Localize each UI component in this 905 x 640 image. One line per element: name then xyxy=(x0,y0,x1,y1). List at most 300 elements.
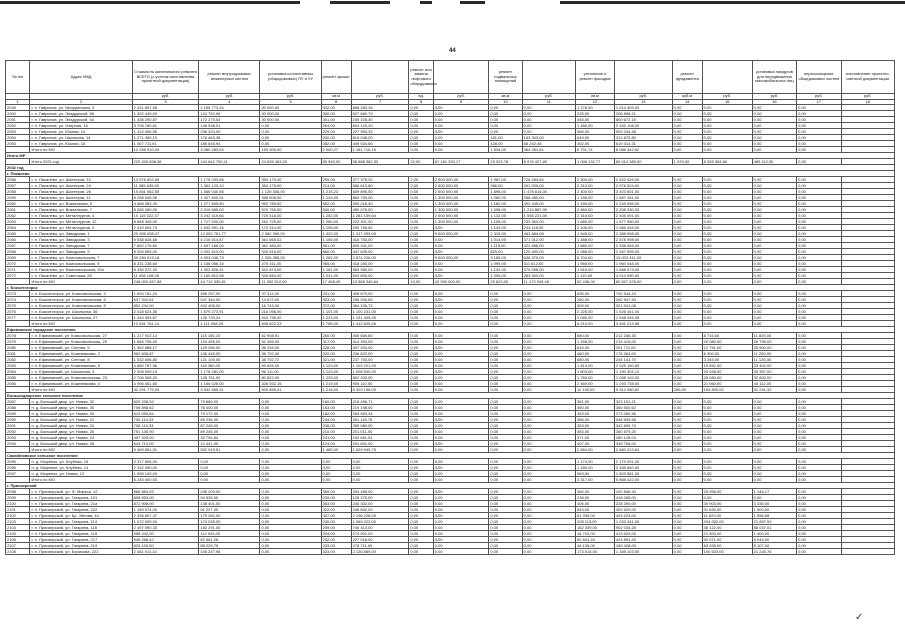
value-cell: 3 345,00 xyxy=(702,357,752,363)
value-cell: 562,00 xyxy=(321,201,351,207)
value-cell: 291 601,00 xyxy=(351,441,409,447)
value-cell: 244 141,70 xyxy=(614,357,672,363)
value-cell: 228,00 xyxy=(321,345,351,351)
value-cell: 1 014 409,00 xyxy=(614,105,672,111)
value-cell: 283 300,00 xyxy=(522,273,575,279)
value-cell: 1 966 446,00 xyxy=(614,225,672,231)
value-cell: 0,00 xyxy=(522,309,575,315)
value-cell: 379 058,00 xyxy=(522,267,575,273)
value-cell: 0,00 xyxy=(672,225,702,231)
row-number-cell: 2075 xyxy=(6,303,30,309)
value-cell: 0,00 xyxy=(409,303,433,309)
value-cell: 1 603,00 xyxy=(576,369,615,375)
value-cell: 4 903 046,73 xyxy=(199,255,260,261)
value-cell: 2 332 090,00 xyxy=(132,465,199,471)
value-cell: 231,00 xyxy=(321,291,351,297)
value-cell: 0,00 xyxy=(260,537,321,543)
value-cell: 946 268,42 xyxy=(132,537,199,543)
value-cell: 1 480,00 xyxy=(321,447,351,453)
value-cell: 0,00 xyxy=(797,429,841,435)
value-cell: 21 060,00 xyxy=(702,381,752,387)
value-cell: 0,00 xyxy=(260,507,321,513)
value-cell: 0,00 xyxy=(672,309,702,315)
value-cell: 237 753,00 xyxy=(351,357,409,363)
value-cell: 0,00 xyxy=(752,195,796,201)
value-cell: 0,00 xyxy=(797,177,841,183)
value-cell: 30 000,00 xyxy=(260,111,321,117)
value-cell: 0,00 xyxy=(489,543,522,549)
value-cell: 0,00 xyxy=(433,471,489,477)
value-cell: 0,00 xyxy=(489,441,522,447)
value-cell: 424 891,20 xyxy=(614,537,672,543)
row-number-cell: 2079 xyxy=(6,339,30,345)
value-cell: 0,00 xyxy=(752,189,796,195)
value-cell: 0,00 xyxy=(672,501,702,507)
value-cell: 0,00 xyxy=(672,117,702,123)
value-cell: 0,00 xyxy=(409,507,433,513)
value-cell: 0,00 xyxy=(752,411,796,417)
value-cell: 0,00 xyxy=(752,117,796,123)
value-cell: 0,00 xyxy=(409,219,433,225)
value-cell: 24 605 463,20 xyxy=(260,159,321,165)
value-cell: 0,00 xyxy=(752,111,796,117)
value-cell: 872 908,00 xyxy=(132,501,199,507)
value-cell: 1 166 026,00 xyxy=(199,381,260,387)
value-cell: 0,00 xyxy=(433,387,489,393)
value-cell: 215 415,00 xyxy=(614,339,672,345)
value-cell: 0,00 xyxy=(797,297,841,303)
row-number-cell: 2070 xyxy=(6,261,30,267)
value-cell: 437 203,00 xyxy=(351,345,409,351)
value-cell: 361 383,00 xyxy=(260,243,321,249)
value-cell: 0,00 xyxy=(702,315,752,321)
value-cell: 246 832,00 xyxy=(351,507,409,513)
value-cell: 0,00 xyxy=(702,267,752,273)
value-cell: 58 888 382,33 xyxy=(351,159,409,165)
value-cell: 0,00 xyxy=(797,111,841,117)
value-cell: 0,00 xyxy=(797,531,841,537)
value-cell: 751 135,90 xyxy=(132,429,199,435)
value-cell: 0,00 xyxy=(433,321,489,327)
value-cell: 126 733,24 xyxy=(199,315,260,321)
value-cell: 0,00 xyxy=(797,471,841,477)
value-cell: 0,00 xyxy=(672,249,702,255)
value-cell: 317,00 xyxy=(321,339,351,345)
address-cell: г. п. Гаврилов, ул. Эладурской, 56 xyxy=(30,111,132,117)
table-row xyxy=(6,177,895,183)
row-number-cell: 2058 xyxy=(6,189,30,195)
value-cell: 0,00 xyxy=(409,201,433,207)
value-cell: 0,00 xyxy=(702,321,752,327)
address-cell: г. п. Гаврилов, ул. Озерная, 16 xyxy=(30,123,132,129)
value-cell: 0,00 xyxy=(522,411,575,417)
value-cell: 89 245,00 xyxy=(199,429,260,435)
value-cell: 3 165,00 xyxy=(489,255,522,261)
value-cell: 4 680 787,96 xyxy=(132,363,199,369)
value-cell: 38 702,72 xyxy=(260,357,321,363)
value-cell: 2 578 998,00 xyxy=(614,237,672,243)
value-cell: 360,00 xyxy=(576,405,615,411)
value-cell: 0,00 xyxy=(489,429,522,435)
value-cell: 1 300 000,00 xyxy=(433,219,489,225)
column-number: 14 xyxy=(672,99,702,105)
value-cell: 12 441,00 xyxy=(199,441,260,447)
value-cell: 1 955,00 xyxy=(576,261,615,267)
address-cell: г. п. Ефимовский, ул. Кожевникова, 4 xyxy=(30,381,132,387)
value-cell: 0,00 xyxy=(409,471,433,477)
value-cell: 1 532 606,80 xyxy=(132,357,199,363)
value-cell: 0,00 xyxy=(409,291,433,297)
value-cell: 0,00 xyxy=(260,495,321,501)
value-cell: 406 669,80 xyxy=(351,333,409,339)
value-cell: 0,00 xyxy=(433,351,489,357)
value-cell: 0,00 xyxy=(702,303,752,309)
value-cell: 886 884,93 xyxy=(132,489,199,495)
value-cell: 0,00 xyxy=(797,375,841,381)
value-cell: 1 072 009,00 xyxy=(132,519,199,525)
value-cell: 182 291,00 xyxy=(199,525,260,531)
value-cell: 52 436,00 xyxy=(576,279,615,285)
value-cell: 1 165 103,00 xyxy=(614,549,672,555)
column-unit: руб. xyxy=(614,94,672,100)
address-cell: Итого по МО xyxy=(30,321,132,327)
value-cell: 20 306 008,47 xyxy=(132,231,199,237)
value-cell: 2 976 524,00 xyxy=(614,183,672,189)
value-cell: 347,00 xyxy=(321,513,351,519)
value-cell: 94 535,00 xyxy=(199,495,260,501)
value-cell: 0,00 xyxy=(752,225,796,231)
value-cell: 162 339,00 xyxy=(576,525,615,531)
address-cell: Итого по МО xyxy=(30,477,132,483)
address-cell: п. д. Большой двор, ул. Новая, 30 xyxy=(30,405,132,411)
value-cell: 0,00 xyxy=(522,117,575,123)
value-cell: 6 300,00 xyxy=(702,351,752,357)
value-cell: 0,00 xyxy=(409,333,433,339)
value-cell: 322,00 xyxy=(321,507,351,513)
column-number: 16 xyxy=(752,99,796,105)
value-cell: 0,00 xyxy=(702,255,752,261)
value-cell: 418 285,00 xyxy=(614,495,672,501)
value-cell: 0,00 xyxy=(702,243,752,249)
value-cell: 14 672,00 xyxy=(260,297,321,303)
value-cell: 23 402,00 xyxy=(752,363,796,369)
value-cell: 0,00 xyxy=(409,123,433,129)
value-cell: 635,00 xyxy=(576,291,615,297)
value-cell: 0,00 xyxy=(702,207,752,213)
value-cell: 0,00 xyxy=(260,405,321,411)
value-cell: 1 412 496,56 xyxy=(132,129,199,135)
value-cell: 2 706 308,20 xyxy=(132,375,199,381)
value-cell: 0,00 xyxy=(797,201,841,207)
value-cell: 32 802,00 xyxy=(752,375,796,381)
address-cell: Итого по МО xyxy=(30,147,132,153)
value-cell: 0,00 xyxy=(409,513,433,519)
value-cell: 0,00 xyxy=(797,207,841,213)
value-cell: 2 319 665,00 xyxy=(199,207,260,213)
value-cell: 1 427 600,01 xyxy=(199,195,260,201)
table-header xyxy=(6,61,895,105)
row-number-cell: 2050 xyxy=(6,111,30,117)
value-cell: 2 126 689,00 xyxy=(351,549,409,555)
value-cell: 2 000,27 xyxy=(321,147,351,153)
value-cell: 0,00 xyxy=(409,189,433,195)
value-cell: 0,00 xyxy=(702,429,752,435)
value-cell: 0,00 xyxy=(489,315,522,321)
value-cell: 0,00 xyxy=(260,123,321,129)
value-cell: 0,00 xyxy=(752,255,796,261)
value-cell: 0,00 xyxy=(433,141,489,147)
value-cell: 0,00 xyxy=(672,417,702,423)
value-cell: 0,00 xyxy=(702,417,752,423)
address-cell: г. п. Бокситогорск, ул. Школьная, 36 xyxy=(30,309,132,315)
value-cell: 9 538 628,66 xyxy=(132,237,199,243)
value-cell: 547 344,00 xyxy=(199,297,260,303)
value-cell: 89 626,00 xyxy=(260,363,321,369)
value-cell: 0,00 xyxy=(260,477,321,483)
scan-edge-mark xyxy=(460,1,485,4)
value-cell: 1 258,00 xyxy=(576,339,615,345)
value-cell: 222 301,00 xyxy=(351,219,409,225)
value-cell: 1 219,00 xyxy=(321,381,351,387)
address-cell: г. п. Пикалево, ул. Комсомольская, 9 xyxy=(30,261,132,267)
page-number: 44 xyxy=(449,48,456,54)
value-cell: 0,00 xyxy=(409,495,433,501)
value-cell: 91 227,00 xyxy=(199,507,260,513)
value-cell: 0,00 xyxy=(522,423,575,429)
value-cell: 112 043,00 xyxy=(199,531,260,537)
value-cell: 0,00 xyxy=(797,351,841,357)
value-cell: 0,00 xyxy=(752,249,796,255)
value-cell: 629 236,92 xyxy=(132,399,199,405)
value-cell: 0,00 xyxy=(672,177,702,183)
value-cell: 1 229,00 xyxy=(672,159,702,165)
value-cell: 0,00 xyxy=(672,549,702,555)
value-cell: 2 336 807,47 xyxy=(132,513,199,519)
value-cell: 0,00 xyxy=(672,219,702,225)
value-cell: 2 106,00 xyxy=(576,225,615,231)
value-cell: 1 300 000,00 xyxy=(433,207,489,213)
address-cell: п. д. Большой двор, ул. Новая, 32 xyxy=(30,399,132,405)
value-cell: 839 895,50 xyxy=(351,189,409,195)
value-cell: 1 103 221,00 xyxy=(351,363,409,369)
value-cell: 30 000,00 xyxy=(260,105,321,111)
value-cell: 0,00 xyxy=(260,429,321,435)
value-cell: 0,00 xyxy=(409,537,433,543)
value-cell: 0,00 xyxy=(752,291,796,297)
value-cell: 1 400,00 xyxy=(752,531,796,537)
value-cell: 2 660 213,64 xyxy=(614,447,672,453)
value-cell: 868 283,16 xyxy=(351,105,409,111)
value-cell: 0,00 xyxy=(752,141,796,147)
value-cell: 552 919,51 xyxy=(199,447,260,453)
value-cell: 8 858 345,00 xyxy=(132,219,199,225)
value-cell: 30 000,00 xyxy=(260,117,321,123)
value-cell: 0,00 xyxy=(752,147,796,153)
value-cell: 185 645,94 xyxy=(199,141,260,147)
table-row xyxy=(6,189,895,195)
row-number-cell: 2069 xyxy=(6,255,30,261)
value-cell: 0,00 xyxy=(409,105,433,111)
value-cell: 463 884,08 xyxy=(522,231,575,237)
value-cell: 0,00 xyxy=(433,129,489,135)
value-cell: 0,00 xyxy=(522,351,575,357)
value-cell: 124 455,00 xyxy=(199,339,260,345)
value-cell: 2 088,00 xyxy=(576,249,615,255)
value-cell: 0,00 xyxy=(409,417,433,423)
column-header: утепление и ремонт фасадов xyxy=(576,61,615,94)
value-cell: 4 668 383,39 xyxy=(132,201,199,207)
value-cell: 92 071,00 xyxy=(702,537,752,543)
column-unit: руб. xyxy=(522,94,575,100)
value-cell: 2 159,00 xyxy=(576,201,615,207)
value-cell: 0,00 xyxy=(433,369,489,375)
value-cell: 428,00 xyxy=(489,141,522,147)
value-cell: 450 076,00 xyxy=(351,207,409,213)
value-cell: 0,00 xyxy=(433,417,489,423)
value-cell: 250,00 xyxy=(672,387,702,393)
value-cell: 0,00 xyxy=(522,477,575,483)
value-cell: 259 980,00 xyxy=(351,423,409,429)
value-cell: 0,00 xyxy=(752,201,796,207)
value-cell: 825,00 xyxy=(489,249,522,255)
column-unit: кв.м xyxy=(321,94,351,100)
value-cell: 0,00 xyxy=(672,213,702,219)
value-cell: 0,00 xyxy=(433,111,489,117)
value-cell: 1 281 139,64 xyxy=(351,213,409,219)
row-number-cell: 2049 xyxy=(6,105,30,111)
value-cell: 0,00 xyxy=(409,435,433,441)
value-cell: 1 067 711,61 xyxy=(132,141,199,147)
address-cell: п. д. Большой двор, ул. Новая, 24 xyxy=(30,435,132,441)
value-cell: 228 390,00 xyxy=(614,501,672,507)
value-cell: 2,00 xyxy=(409,177,433,183)
value-cell: 118 380,00 xyxy=(199,363,260,369)
value-cell: 300,00 xyxy=(321,111,351,117)
value-cell: 708 119,33 xyxy=(132,423,199,429)
value-cell: 0,00 xyxy=(433,447,489,453)
value-cell: 0,00 xyxy=(752,471,796,477)
value-cell: 31 630,00 xyxy=(702,507,752,513)
value-cell: 46 139,00 xyxy=(576,543,615,549)
value-cell: 0,00 xyxy=(672,201,702,207)
address-cell: г. п. Приозерский, ул. Гагарина, 114 xyxy=(30,519,132,525)
value-cell: 176 463,38 xyxy=(199,135,260,141)
column-number: 12 xyxy=(576,99,615,105)
value-cell: 10,00 xyxy=(409,279,433,285)
address-cell: г. п. Ефимовский, ул. Комсомольская, 27 xyxy=(30,333,132,339)
value-cell: 128 761,00 xyxy=(199,375,260,381)
table-row xyxy=(6,201,895,207)
value-cell: 1 785,00 xyxy=(321,321,351,327)
value-cell: 0,00 xyxy=(672,189,702,195)
row-number-cell: 2077 xyxy=(6,315,30,321)
column-number: 4 xyxy=(199,99,260,105)
value-cell: 0,00 xyxy=(409,387,433,393)
value-cell: 8 976 427,80 xyxy=(522,159,575,165)
address-cell: г. п. Приозерский, ул. Гагарина, 101 xyxy=(30,495,132,501)
value-cell: 0,00 xyxy=(199,471,260,477)
value-cell: 0,00 xyxy=(672,435,702,441)
value-cell: 3 317,00 xyxy=(576,477,615,483)
value-cell: 1 214 887,00 xyxy=(522,207,575,213)
value-cell: 1 161,00 xyxy=(321,267,351,273)
value-cell: 0,00 xyxy=(260,549,321,555)
value-cell: 0,00 xyxy=(260,399,321,405)
value-cell: 0,00 xyxy=(409,519,433,525)
value-cell: 0,00 xyxy=(702,237,752,243)
value-cell: 0,00 xyxy=(797,387,841,393)
value-cell: 174 035,00 xyxy=(199,519,260,525)
row-number-cell: 2091 xyxy=(6,423,30,429)
value-cell: 1 190 301,12 xyxy=(614,369,672,375)
value-cell: 0,00 xyxy=(409,543,433,549)
value-cell: 2 153 108,00 xyxy=(614,123,672,129)
value-cell: 1 362 888,17 xyxy=(132,345,199,351)
value-cell: 0,00 xyxy=(797,339,841,345)
value-cell: 262 947,94 xyxy=(614,297,672,303)
column-number: 10 xyxy=(489,99,522,105)
value-cell: 1 123,00 xyxy=(321,369,351,375)
value-cell: 0,00 xyxy=(409,459,433,465)
value-cell: 0,00 xyxy=(409,213,433,219)
table-body xyxy=(6,105,895,555)
value-cell: 0,00 xyxy=(797,441,841,447)
value-cell: 0,00 xyxy=(489,417,522,423)
value-cell: 230,00 xyxy=(321,519,351,525)
value-cell: 0,00 xyxy=(409,375,433,381)
table-row xyxy=(6,219,895,225)
value-cell: 1 180,00 xyxy=(576,465,615,471)
value-cell: 55 940,00 xyxy=(321,159,351,165)
address-cell: г. п. Приозерский, ул. Гагарина, 115 xyxy=(30,525,132,531)
value-cell: 0,00 xyxy=(797,267,841,273)
row-number-cell: 2096 xyxy=(6,465,30,471)
value-cell: 125 275,00 xyxy=(351,495,409,501)
value-cell: 264,00 xyxy=(321,123,351,129)
value-cell: 0,00 xyxy=(489,471,522,477)
value-cell: 0,00 xyxy=(260,531,321,537)
value-cell: 0,00 xyxy=(752,399,796,405)
value-cell: 0,00 xyxy=(752,129,796,135)
value-cell: 22,00 xyxy=(409,159,433,165)
value-cell: 802 200,00 xyxy=(351,375,409,381)
value-cell: 503 800,00 xyxy=(351,273,409,279)
value-cell: 377 378,20 xyxy=(351,177,409,183)
value-cell: 0,00 xyxy=(752,123,796,129)
value-cell: 570 750,00 xyxy=(260,207,321,213)
value-cell: 2 600 000,00 xyxy=(433,183,489,189)
value-cell: 0,00 xyxy=(260,525,321,531)
value-cell: 0,00 xyxy=(797,549,841,555)
value-cell: 0,00 xyxy=(433,261,489,267)
value-cell: 1 126,00 xyxy=(321,195,351,201)
value-cell: 1 178 281,00 xyxy=(199,369,260,375)
value-cell: 0,00 xyxy=(522,471,575,477)
value-cell: 0,00 xyxy=(522,333,575,339)
value-cell: 52 306,00 xyxy=(260,339,321,345)
address-cell: г. п. Пикалево, ул. Заводская, 1 xyxy=(30,231,132,237)
value-cell: 2 664,00 xyxy=(576,447,615,453)
value-cell: 278 711,00 xyxy=(351,543,409,549)
value-cell: 3 330,00 xyxy=(752,501,796,507)
value-cell: 0,00 xyxy=(522,507,575,513)
address-cell: г. п. Пикалево, ул. Заводская, 9 xyxy=(30,249,132,255)
value-cell: 540,00 xyxy=(321,207,351,213)
value-cell: 0,00 xyxy=(752,417,796,423)
value-cell: 408 679,00 xyxy=(351,291,409,297)
value-cell: 4 996 461,60 xyxy=(132,381,199,387)
section-title: Самойловское сельское поселение xyxy=(6,453,895,459)
